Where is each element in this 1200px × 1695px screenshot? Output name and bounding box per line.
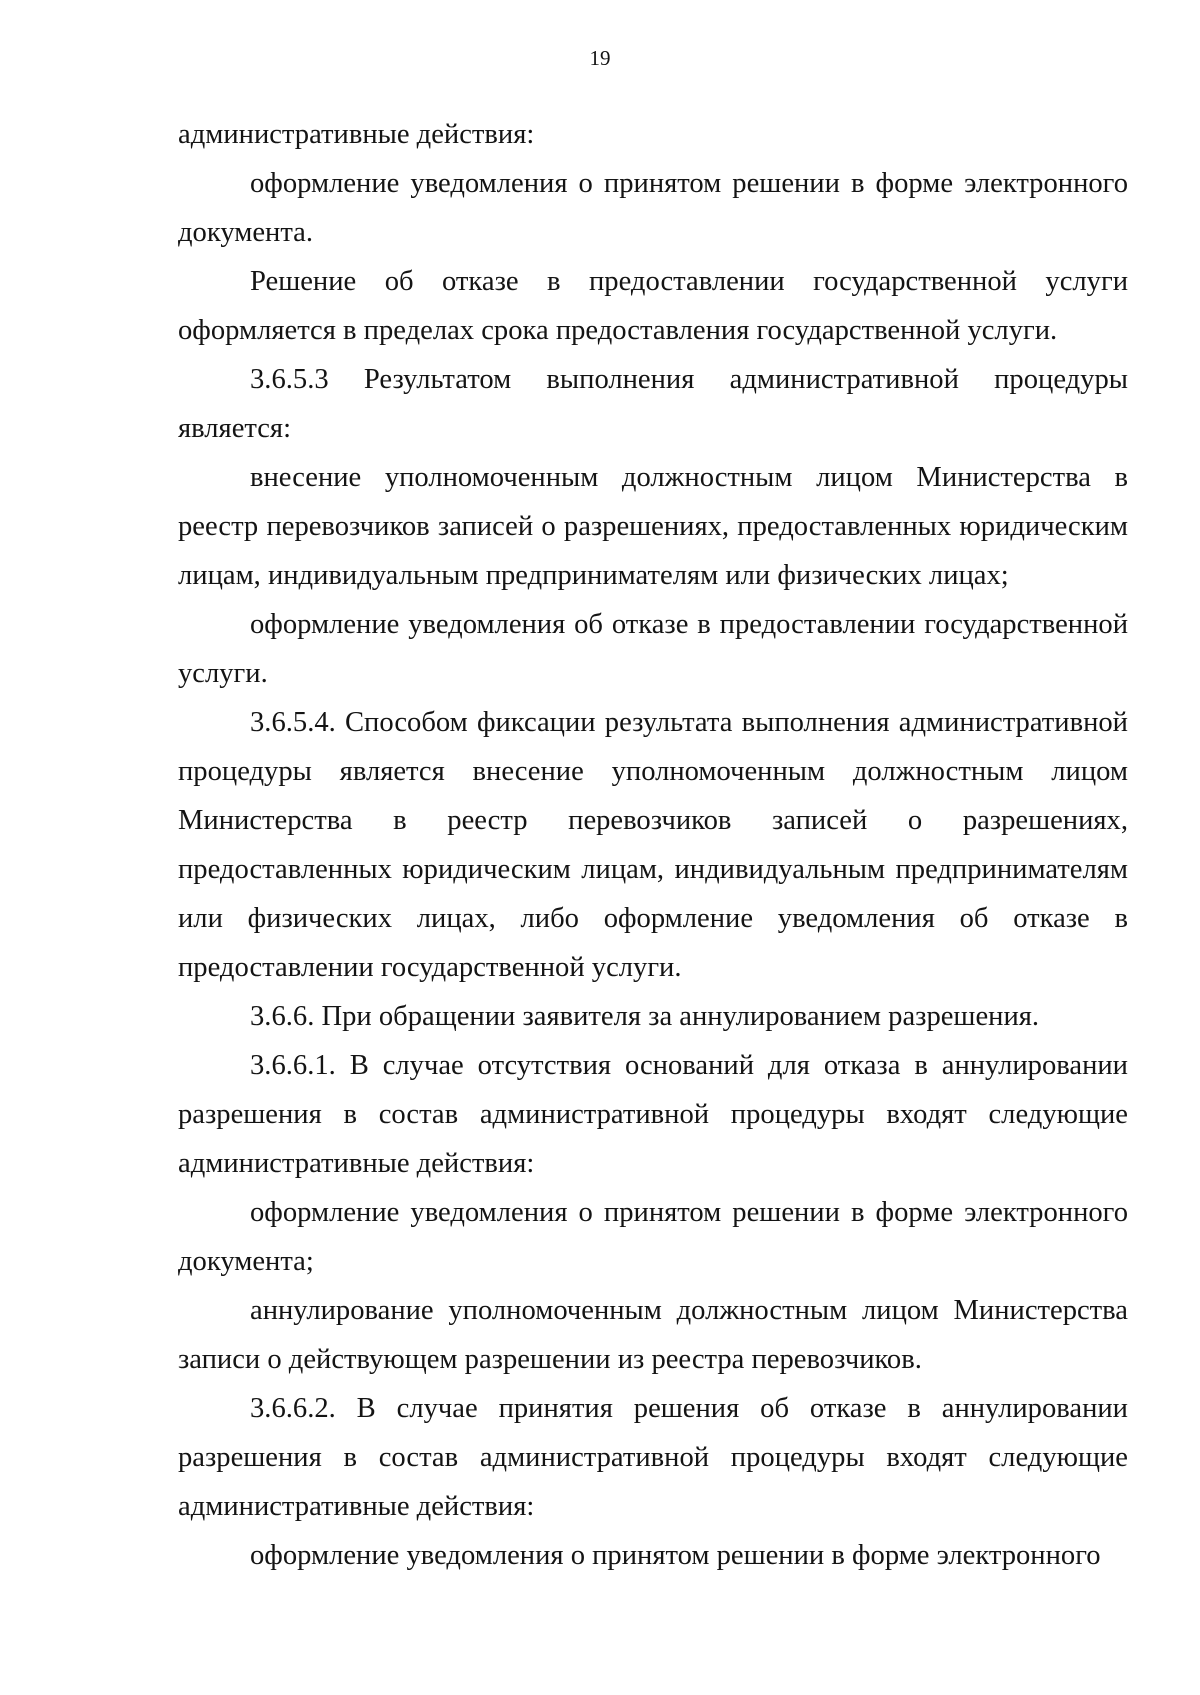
page-number: 19 <box>589 46 611 70</box>
paragraph: оформление уведомления о принятом решении в форме электронного документа; <box>178 1197 1128 1277</box>
paragraph-clause-3-6-5-4: 3.6.5.4. Способом фиксации результата выполнения административной процедуры является внесение уполномоченным должностным лицом Министерства в реестр перевозчиков записей о разрешениях, предоставленных юридическим лицам, индивидуальным предпринимателям или физических лицах, либо оформление уведомления об отказе в предоставлении государственной услуги. <box>178 707 1128 983</box>
document-body <box>178 110 1128 1580</box>
paragraph: оформление уведомления об отказе в предоставлении государственной услуги. <box>178 609 1128 689</box>
paragraph-clause-3-6-6: 3.6.6. При обращении заявителя за аннулированием разрешения. <box>250 1001 1040 1032</box>
paragraph-continuation: административные действия: <box>178 119 535 150</box>
paragraph-clause-3-6-5-3: 3.6.5.3 Результатом выполнения административной процедуры является: <box>178 364 1128 444</box>
paragraph-clause-3-6-6-2: 3.6.6.2. В случае принятия решения об отказе в аннулировании разрешения в состав административной процедуры входят следующие административные действия: <box>178 1393 1128 1522</box>
paragraph: внесение уполномоченным должностным лицом Министерства в реестр перевозчиков записей о разрешениях, предоставленных юридическим лицам, индивидуальным предпринимателям или физических лицах; <box>178 462 1128 591</box>
paragraph-truncated: оформление уведомления о принятом решении в форме электронного <box>250 1540 1101 1571</box>
paragraph: оформление уведомления о принятом решении в форме электронного документа. <box>178 168 1128 248</box>
paragraph: Решение об отказе в предоставлении государственной услуги оформляется в пределах срока предоставления государственной услуги. <box>178 266 1128 346</box>
paragraph: аннулирование уполномоченным должностным лицом Министерства записи о действующем разрешении из реестра перевозчиков. <box>178 1295 1128 1375</box>
paragraph-clause-3-6-6-1: 3.6.6.1. В случае отсутствия оснований для отказа в аннулировании разрешения в состав административной процедуры входят следующие административные действия: <box>178 1050 1128 1179</box>
